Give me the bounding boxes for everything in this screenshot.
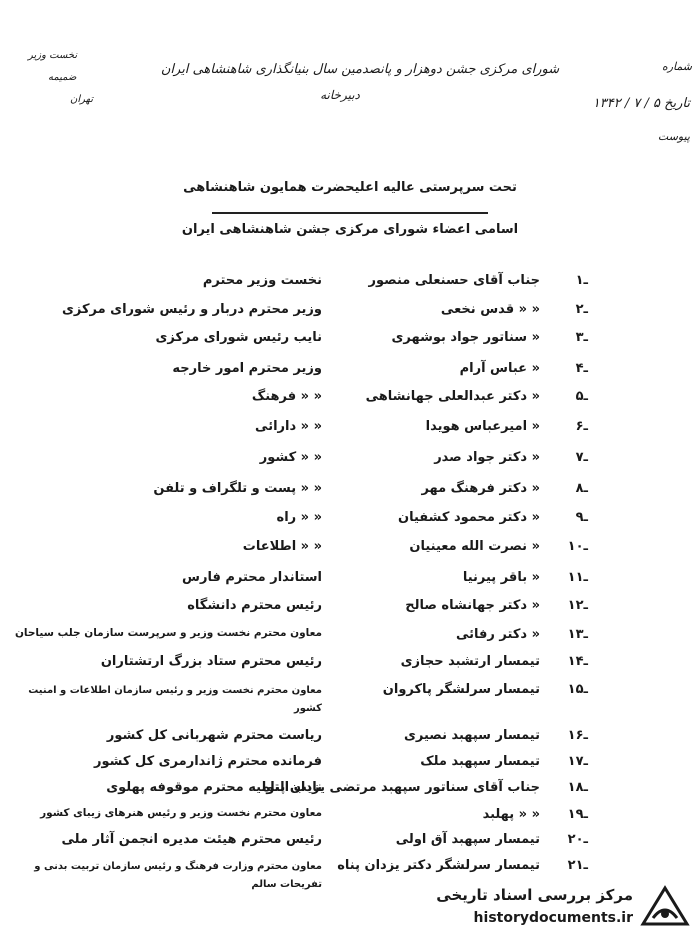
corner-note-2: ضمیمه [48,72,77,83]
member-number: ۱۴ـ [567,654,588,669]
member-row [0,539,700,561]
heading-divider [212,212,488,214]
member-name: جناب آقای حسنعلی منصور [368,273,540,288]
member-row [0,728,700,750]
member-position: « « دارائی [255,419,322,434]
member-number: ۶ـ [575,419,588,434]
member-row [0,570,700,592]
member-number: ۱۰ـ [567,539,588,554]
member-row [0,832,700,854]
member-number: ۱۱ـ [567,570,588,585]
member-row [0,330,700,352]
member-name: « سناتور جواد بوشهری [391,330,540,345]
member-position: وزیر محترم دربار و رئیس شورای مرکزی [61,302,322,317]
member-position: « « راه [276,510,322,525]
member-name: جناب آقای سناتور سپهبد مرتضی یزدان پناه [262,780,540,795]
member-name: تیمسار سپهبد ملک [420,754,540,769]
member-name: « دکتر جهانشاه صالح [405,598,540,613]
member-name: « دکتر جواد صدر [434,450,540,465]
member-number: ۴ـ [575,361,588,376]
member-name: « دکتر رفائی [456,627,540,642]
member-row [0,419,700,441]
member-number: ۲ـ [575,302,588,317]
member-number: ۲۰ـ [567,832,588,847]
member-number: ۳ـ [575,330,588,345]
member-number: ۸ـ [575,481,588,496]
member-position: « « اطلاعات [242,539,322,554]
member-number: ۲۱ـ [567,858,588,873]
left-note-attachment: پیوست [657,130,690,143]
member-number: ۱۹ـ [567,807,588,822]
member-name: تیمسار سرلشگر دکتر یزدان پناه [337,858,540,873]
member-row [0,450,700,472]
member-number: ۷ـ [575,450,588,465]
member-name: « دکتر محمود کشفیان [398,510,540,525]
member-number: ۱۷ـ [567,754,588,769]
member-position: رئیس محترم دانشگاه [187,598,322,613]
member-position: فرمانده محترم ژاندارمری کل کشور [94,754,322,769]
member-row [0,273,700,295]
member-position: معاون محترم نخست وزیر و سرپرست سازمان جلب سیاحان [14,627,322,639]
member-position: معاون محترم نخست وزیر و رئیس سازمان اطلاعات و امنیت کشور [28,685,322,714]
heading-patronage: تحت سرپرستی عالیه اعلیحضرت همایون شاهنشاهی [183,180,517,195]
letterhead-org-line2: دبیرخانه [320,88,360,102]
member-name: « دکتر فرهنگ مهر [421,481,540,496]
member-name: تیمسار سرلشگر پاکروان [382,682,540,697]
member-row [0,682,700,714]
member-row [0,598,700,620]
member-position: وزیر محترم امور خارجه [172,361,322,376]
member-row [0,858,700,890]
corner-note-1: نخست وزیر [28,50,78,61]
member-number: ۹ـ [575,510,588,525]
member-name: تیمسار ارتشبد حجازی [400,654,540,669]
member-name: « نصرت الله معینیان [409,539,540,554]
archive-logo-icon [639,884,691,932]
member-position: « « فرهنگ [251,389,322,404]
member-position: ریاست محترم شهربانی کل کشور [106,728,322,743]
member-name: « امیرعباس هویدا [425,419,540,434]
member-row [0,510,700,532]
member-row [0,807,700,829]
member-row [0,654,700,676]
member-number: ۵ـ [575,389,588,404]
member-position: رئیس محترم ستاد بزرگ ارتشتاران [100,654,322,669]
watermark-title: مرکز بررسی اسناد تاریخی [436,886,633,904]
watermark-url: historydocuments.ir [473,910,633,926]
member-row [0,361,700,383]
member-row [0,627,700,649]
member-number: ۱ـ [575,273,588,288]
member-name: « عباس آرام [459,361,540,376]
member-position: رئیس محترم هیئت مدیره انجمن آثار ملی [61,832,322,847]
left-note-date: تاریخ ۵ / ۷ / ۱۳۴۲ [592,96,690,111]
member-position: معاون محترم نخست وزیر و رئیس هنرهای زیبای کشور [40,807,322,819]
member-position: معاون محترم وزارت فرهنگ و رئیس سازمان تربیت بدنی و تفریحات سالم [34,861,322,890]
member-name: تیمسار سپهبد آق اولی [395,832,540,847]
member-position: استاندار محترم فارس [182,570,322,585]
member-name: « دکتر عبدالعلی جهانشاهی [365,389,540,404]
watermark [410,880,695,940]
corner-note-3: تهران [70,94,94,105]
member-name: « « پهلبد [482,807,540,822]
member-number: ۱۳ـ [567,627,588,642]
member-name: « « قدس نخعی [440,302,540,317]
member-position: نخست وزیر محترم [202,273,322,288]
member-row [0,389,700,411]
member-number: ۱۸ـ [567,780,588,795]
member-name: تیمسار سپهبد نصیری [403,728,540,743]
member-position: نایب رئیس شورای مرکزی [155,330,322,345]
member-position: « « کشور [259,450,322,465]
member-position: نایب التولیه محترم موقوفه پهلوی [106,780,322,795]
left-note-number: شماره [661,60,692,73]
member-name: « باقر پیرنیا [462,570,540,585]
heading-members: اسامی اعضاء شورای مرکزی جشن شاهنشاهی ایران [181,222,519,237]
member-number: ۱۲ـ [567,598,588,613]
member-row [0,754,700,776]
member-number: ۱۵ـ [567,682,588,697]
member-number: ۱۶ـ [567,728,588,743]
member-position: « « پست و تلگراف و تلفن [153,481,322,496]
member-row [0,780,700,802]
member-row [0,302,700,324]
letterhead-org-line1: شورای مرکزی جشن دوهزار و پانصدمین سال بنیانگذاری شاهنشاهی ایران [160,62,560,77]
member-row [0,481,700,503]
